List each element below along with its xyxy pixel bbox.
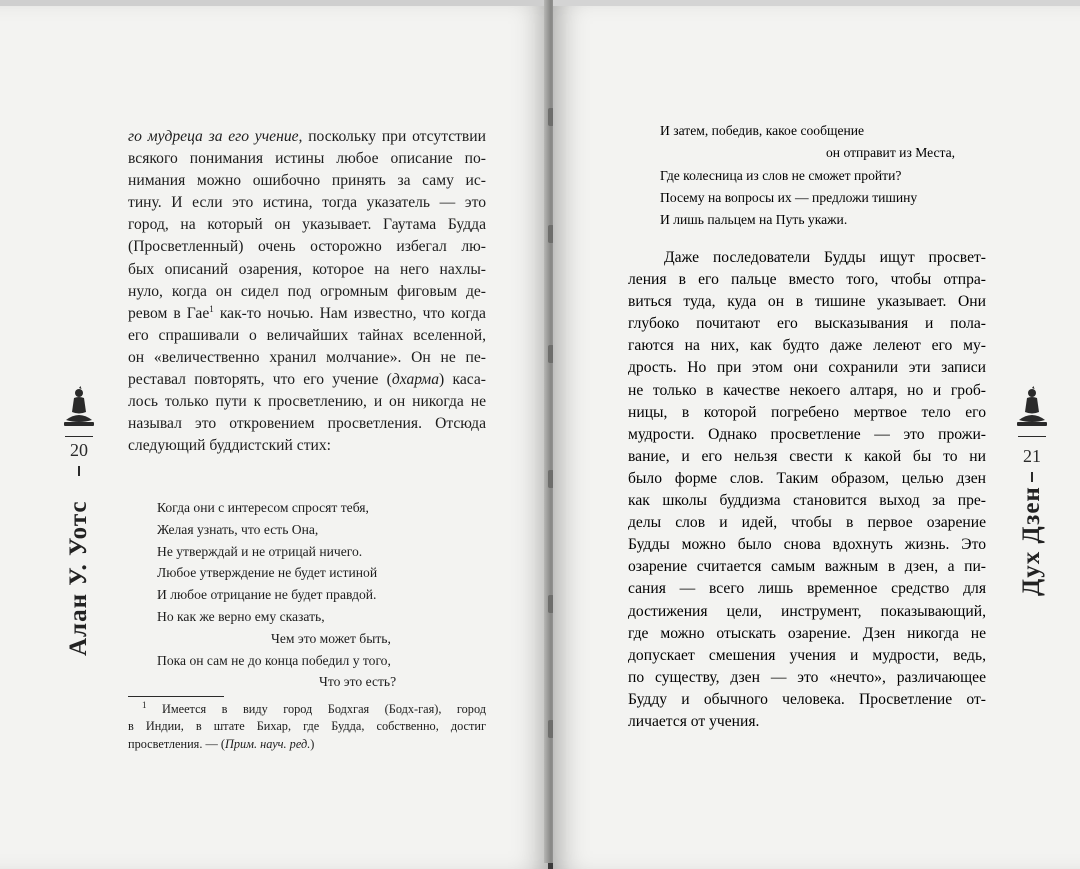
right-running-head-title: Дух Дзен bbox=[1018, 486, 1045, 596]
text-line: ницы, в которой погребено мертвое тело его bbox=[628, 403, 986, 421]
text-line bbox=[128, 259, 486, 281]
footnote bbox=[128, 701, 486, 753]
poem-line: И лишь пальцем на Путь укажи. bbox=[660, 212, 848, 228]
text-segment: реставал повторять, что его учение ( bbox=[128, 371, 392, 389]
text-segment: ) каса- bbox=[439, 371, 486, 389]
text-segment: поскольку при отсутствии bbox=[302, 128, 486, 145]
poem-line: Любое утверждение не будет истиной bbox=[157, 565, 378, 581]
footnote-line bbox=[128, 736, 486, 753]
text-segment: бых описаний озарения, которое на него нахлы- bbox=[128, 260, 486, 278]
text-segment: дхарма bbox=[391, 371, 440, 389]
left-body-text bbox=[128, 126, 486, 457]
text-segment: как-то ночью. Нам известно, что когда bbox=[213, 304, 486, 322]
right-running-head bbox=[1008, 386, 1056, 626]
text-segment: в Индии, в штате Бихар, где Будда, собственно, достиг bbox=[128, 719, 486, 734]
text-line: дрость. Но при этом они сохранили эти записи bbox=[628, 359, 986, 377]
text-line: вание, и его нельзя свести к какой бы то ни bbox=[628, 447, 986, 465]
poem-line: Что это есть? bbox=[319, 674, 397, 690]
text-line: не только в качестве некоего алтаря, но и гроб- bbox=[628, 381, 986, 399]
text-line: виться туда, куда он в тишине указывает. Они bbox=[628, 293, 986, 311]
text-segment: Прим. науч. ред. bbox=[224, 736, 311, 751]
text-segment: называл это откровением просветления. Отсюда bbox=[128, 415, 486, 433]
text-line: ления в его пальце вместо того, чтобы отпра- bbox=[628, 271, 986, 289]
footnote-line bbox=[128, 701, 486, 718]
poem-line: Посему на вопросы их — предложи тишину bbox=[660, 189, 918, 205]
text-line: по существу, дзен — это «нечто», различающее bbox=[628, 668, 986, 686]
text-segment: го мудреца за его учение, bbox=[128, 128, 303, 145]
poem-line: Чем это может быть, bbox=[271, 630, 391, 646]
text-segment: ревом в Гае bbox=[128, 304, 210, 322]
left-page-number: 20 bbox=[70, 440, 88, 460]
text-segment: следующий буддистский стих: bbox=[128, 437, 331, 455]
text-line bbox=[128, 170, 486, 192]
footnote-rule bbox=[128, 696, 224, 697]
left-poem bbox=[157, 497, 457, 693]
buddha-icon bbox=[1016, 386, 1048, 430]
footnote-line bbox=[128, 718, 486, 735]
text-line bbox=[128, 347, 486, 369]
text-segment: город, на который он указывает. Гаутама Будда bbox=[128, 216, 486, 234]
text-line bbox=[128, 391, 486, 413]
text-line bbox=[128, 369, 486, 391]
text-line: личается от учения. bbox=[628, 712, 760, 730]
text-segment: тину. И если это истина, тогда указатель — это bbox=[128, 194, 486, 212]
text-line: Будду и обычного человека. Просветление от- bbox=[628, 690, 986, 708]
text-segment: нуло, когда он сидел под огромным фиговым де- bbox=[128, 282, 486, 300]
text-line bbox=[128, 192, 486, 214]
text-line bbox=[128, 236, 486, 258]
text-segment: всякого понимания истины любое описание по- bbox=[128, 150, 486, 168]
poem-line: И затем, победив, какое сообщение bbox=[660, 123, 865, 138]
text-segment: его спрашивали о величайших тайнах вселенной, bbox=[128, 326, 486, 344]
text-line bbox=[128, 214, 486, 236]
text-line: как школы буддизма становится выход за пре- bbox=[628, 492, 986, 510]
poem-line: Но как же верно ему сказать, bbox=[157, 608, 325, 624]
text-line: мудрости. Однако просветление — это прожи- bbox=[628, 425, 986, 443]
text-segment: (Просветленный) очень осторожно избегал лю- bbox=[128, 238, 486, 256]
poem-line: Пока он сам не до конца победил у того, bbox=[157, 652, 391, 668]
poem-line: Желая узнать, что есть Она, bbox=[157, 521, 319, 537]
text-segment: он «величественно хранил молчание». Он не пе- bbox=[128, 348, 486, 366]
text-line: было форме слов. Таким образом, целью дзен bbox=[628, 469, 986, 487]
right-page-number: 21 bbox=[1023, 446, 1041, 466]
poem-line: И любое отрицание не будет правдой. bbox=[157, 587, 377, 603]
text-segment: нимания можно ошибочно принять за саму ис- bbox=[128, 172, 486, 190]
right-poem bbox=[660, 120, 980, 231]
text-line: озарение считается самым важным в дзен, а пи- bbox=[628, 558, 986, 576]
right-body-text bbox=[628, 247, 986, 733]
text-line bbox=[128, 303, 486, 325]
poem-line: он отправит из Места, bbox=[826, 145, 956, 161]
text-line: Даже последователи Будды ищут просвет- bbox=[664, 249, 986, 266]
text-segment: Имеется в виду город Бодхгая (Бодх-гая), город bbox=[146, 702, 486, 716]
text-line: глубоко почитают его высказывания и пола- bbox=[628, 315, 986, 333]
text-line bbox=[128, 148, 486, 170]
poem-line: Где колесница из слов не сможет пройти? bbox=[660, 167, 902, 183]
text-line bbox=[128, 325, 486, 347]
text-segment: ) bbox=[310, 736, 315, 751]
footnote-marker: 1 bbox=[209, 303, 214, 314]
buddha-icon bbox=[63, 386, 95, 430]
text-line: достижения цели, инструмент, показывающий, bbox=[628, 602, 986, 620]
text-line: сания — всего лишь временное средство для bbox=[628, 580, 986, 598]
left-running-head bbox=[55, 386, 103, 656]
text-line bbox=[128, 281, 486, 303]
text-line bbox=[128, 126, 486, 148]
poem-line: Когда они с интересом спросят тебя, bbox=[157, 500, 369, 515]
text-line bbox=[128, 413, 486, 435]
text-line: Будды можно было снова вдохнуть жизнь. Это bbox=[628, 536, 986, 554]
footnote-marker: 1 bbox=[142, 699, 147, 710]
left-running-head-title: Алан У. Уотс bbox=[65, 500, 92, 656]
text-line: допускает смешения учения и мудрости, ведь, bbox=[628, 646, 986, 664]
text-segment: лось только пути к просветлению, и он никогда не bbox=[128, 393, 486, 411]
poem-line: Не утверждай и не отрицай ничего. bbox=[157, 543, 363, 559]
text-line: делы слов и идей, чтобы в первое озарение bbox=[628, 514, 986, 532]
text-segment: просветления. — ( bbox=[128, 736, 225, 751]
text-line: гаются на них, как будто даже лелеют его му- bbox=[628, 337, 986, 355]
text-line bbox=[128, 435, 486, 457]
text-line: где можно отыскать озарение. Дзен никогда не bbox=[628, 624, 986, 642]
